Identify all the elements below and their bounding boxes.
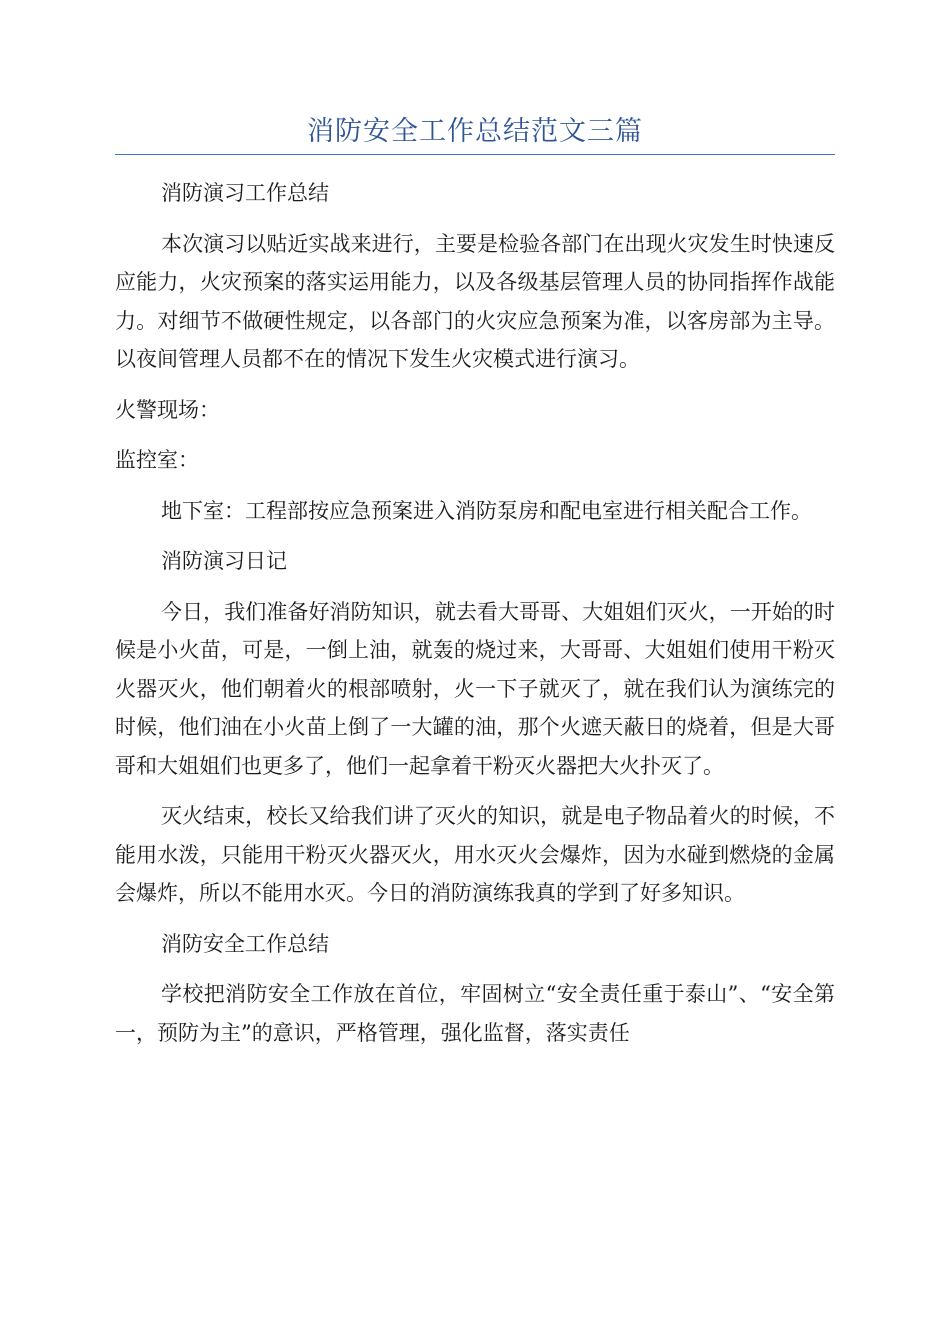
body-paragraph: 火警现场：: [115, 397, 220, 422]
body-paragraph: 学校把消防安全工作放在首位，牢固树立“安全责任重于泰山”、“安全第一，预防为主”的意识，严格管理，强化监督，落实责任: [115, 982, 835, 1045]
body-paragraph: 今日，我们准备好消防知识，就去看大哥哥、大姐姐们灭火，一开始的时候是小火苗，可是，一倒上油，就轰的烧过来，大哥哥、大姐姐们使用干粉灭火器灭火，他们朝着火的根部喷射，火一下子就灭了，就在我们认为演练完的时候，他们油在小火苗上倒了一大罐的油，那个火遮天蔽日的烧着，但是大哥哥和大姐姐们也更多了，他们一起拿着干粉灭火器把大火扑灭了。: [115, 599, 835, 778]
section-heading-drill-summary: 消防演习工作总结: [161, 181, 329, 205]
body-paragraph: 监控室：: [115, 448, 199, 472]
body-paragraph: 灭火结束，校长又给我们讲了灭火的知识，就是电子物品着火的时候，不能用水泼，只能用干粉灭火器灭火，用水灭火会爆炸，因为水碰到燃烧的金属会爆炸，所以不能用水灭。今日的消防演练我真的学到了好多知识。: [115, 804, 835, 905]
title-underline: [115, 154, 835, 155]
section-heading-drill-diary: 消防演习日记: [161, 549, 287, 573]
document-body: [115, 174, 835, 1052]
section-heading-safety-summary: 消防安全工作总结: [161, 931, 329, 956]
body-paragraph: 本次演习以贴近实战来进行，主要是检验各部门在出现火灾发生时快速反应能力，火灾预案的落实运用能力，以及各级基层管理人员的协同指挥作战能力。对细节不做硬性规定，以各部门的火灾应急预案为准，以客房部为主导。以夜间管理人员都不在的情况下发生火灾模式进行演习。: [115, 231, 835, 371]
body-paragraph: 地下室：工程部按应急预案进入消防泵房和配电室进行相关配合工作。: [161, 498, 812, 523]
document-title: 消防安全工作总结范文三篇: [307, 116, 643, 147]
